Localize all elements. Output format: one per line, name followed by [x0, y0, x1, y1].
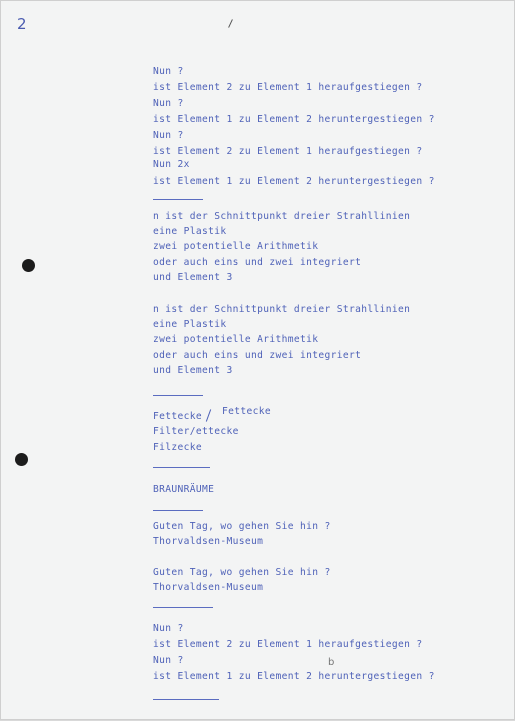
correction-overtype: Fettecke [222, 406, 272, 417]
text-line: und Element 3 [153, 365, 233, 376]
pencil-mark: b [328, 657, 335, 668]
heading: BRAUNRÄUME [153, 484, 215, 495]
text-line: oder auch eins und zwei integriert [153, 257, 362, 268]
text-line: Thorvaldsen-Museum [153, 536, 264, 547]
text-line: Guten Tag, wo gehen Sie hin ? [153, 521, 331, 532]
text-line: ist Element 2 zu Element 1 heraufgestiegen ? [153, 146, 423, 157]
section-divider [153, 199, 203, 200]
section-divider [153, 699, 219, 700]
text-line: oder auch eins und zwei integriert [153, 350, 362, 361]
text-line: Nun ? [153, 66, 184, 77]
section-divider [153, 467, 210, 468]
text-line: ist Element 1 zu Element 2 heruntergestiegen ? [153, 671, 435, 682]
text-line: n ist der Schnittpunkt dreier Strahllinien [153, 211, 411, 222]
text-line: ist Element 1 zu Element 2 heruntergestiegen ? [153, 114, 435, 125]
section-divider [153, 395, 203, 396]
typed-text [1, 1, 515, 721]
text-line: ist Element 2 zu Element 1 heraufgestiegen ? [153, 82, 423, 93]
text-line: Thorvaldsen-Museum [153, 582, 264, 593]
text-line: Nun ? [153, 655, 184, 666]
text-line: Nun ? [153, 98, 184, 109]
correction-slash [206, 409, 211, 422]
text-line: Filter/ettecke [153, 426, 239, 437]
text-line: n ist der Schnittpunkt dreier Strahllinien [153, 304, 411, 315]
text-line: Fettecke [153, 411, 203, 422]
text-line: ist Element 2 zu Element 1 heraufgestiegen ? [153, 639, 423, 650]
text-line: ist Element 1 zu Element 2 heruntergestiegen ? [153, 176, 435, 187]
text-line: eine Plastik [153, 226, 227, 237]
text-line: Nun 2x [153, 159, 190, 170]
page-number: 2 [17, 15, 27, 33]
text-line: Guten Tag, wo gehen Sie hin ? [153, 567, 331, 578]
text-line: Nun ? [153, 130, 184, 141]
section-divider [153, 607, 213, 608]
text-line: Filzecke [153, 442, 203, 453]
text-line: Nun ? [153, 623, 184, 634]
text-line: und Element 3 [153, 272, 233, 283]
section-divider [153, 510, 203, 511]
text-line: zwei potentielle Arithmetik [153, 241, 319, 252]
text-line: zwei potentielle Arithmetik [153, 334, 319, 345]
text-line: eine Plastik [153, 319, 227, 330]
